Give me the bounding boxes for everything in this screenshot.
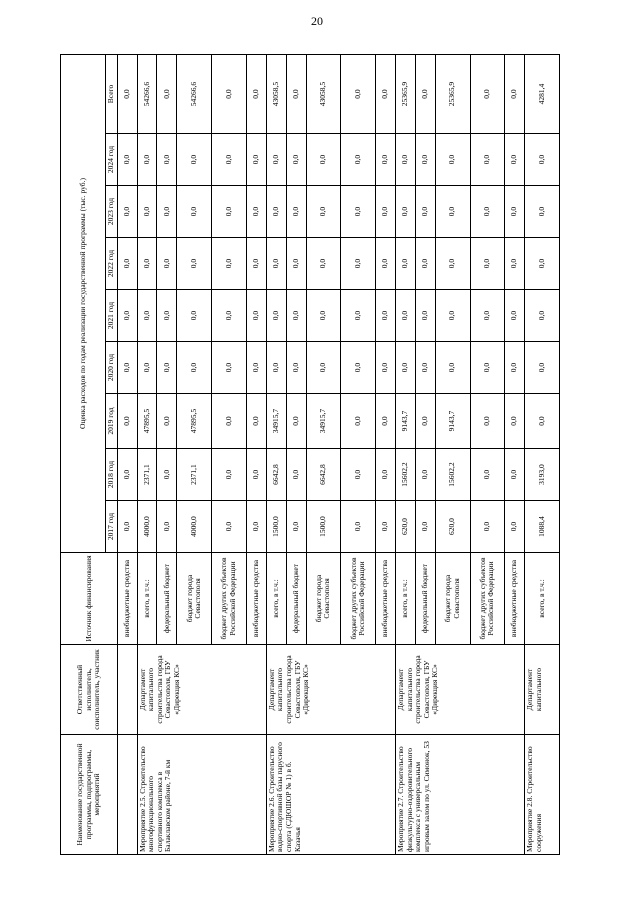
cell-value: 0,0 xyxy=(212,54,247,133)
cell-value: 0,0 xyxy=(246,394,266,449)
cell-value: 0,0 xyxy=(395,290,415,342)
cell-value: 0,0 xyxy=(395,186,415,238)
cell-value: 0,0 xyxy=(415,394,435,449)
cell-value: 0,0 xyxy=(341,394,376,449)
cell-value: 0,0 xyxy=(212,394,247,449)
cell-value: 0,0 xyxy=(286,54,306,133)
cell-value: 0,0 xyxy=(137,290,157,342)
cell-value: 0,0 xyxy=(117,449,137,501)
cell-value: 0,0 xyxy=(341,238,376,290)
cell-value: 0,0 xyxy=(212,449,247,501)
cell-value: 34915,7 xyxy=(266,394,286,449)
cell-value: 0,0 xyxy=(505,238,525,290)
cell-value: 0,0 xyxy=(286,238,306,290)
cell-value: 0,0 xyxy=(525,290,560,342)
cell-value: 0,0 xyxy=(341,186,376,238)
cell-value: 0,0 xyxy=(376,290,396,342)
cell-value: 0,0 xyxy=(286,342,306,394)
cell-source: бюджет города Севастополя xyxy=(306,553,341,645)
cell-value: 0,0 xyxy=(286,186,306,238)
table-body xyxy=(117,54,559,854)
cell-value: 0,0 xyxy=(341,54,376,133)
cell-value: 0,0 xyxy=(470,342,505,394)
cell-value: 0,0 xyxy=(137,238,157,290)
cell-value: 0,0 xyxy=(435,186,470,238)
cell-value: 0,0 xyxy=(505,394,525,449)
cell-source: всего, в т.ч.: xyxy=(266,553,286,645)
header-executor: Ответственный исполнитель, соисполнитель, участник xyxy=(61,645,118,735)
cell-value: 0,0 xyxy=(470,501,505,553)
cell-source: бюджет города Севастополя xyxy=(435,553,470,645)
cell-value: 0,0 xyxy=(286,449,306,501)
cell-value: 0,0 xyxy=(435,290,470,342)
cell-value: 0,0 xyxy=(341,501,376,553)
cell-source: всего, в т.ч.: xyxy=(525,553,560,645)
cell-value: 0,0 xyxy=(470,290,505,342)
cell-executor: Департамент капитального строительства города Севастополя, ГБУ «Дирекция КС» xyxy=(266,645,395,735)
cell-value: 25365,9 xyxy=(435,54,470,133)
cell-value: 0,0 xyxy=(415,342,435,394)
cell-name: Мероприятие 2.7. Строительство физкультурно-оздоровительного комплекса с универсальным игровым залом по ул. Симонок, 53 xyxy=(395,735,524,855)
cell-value: 0,0 xyxy=(157,134,177,186)
cell-value: 0,0 xyxy=(157,290,177,342)
cell-value: 0,0 xyxy=(525,342,560,394)
header-year: Всего xyxy=(106,54,118,133)
header-name: Наименование государственной программы, подпрограммы, мероприятий xyxy=(61,735,118,855)
cell-value: 47895,5 xyxy=(137,394,157,449)
cell-value: 0,0 xyxy=(415,186,435,238)
cell-value: 34915,7 xyxy=(306,394,341,449)
cell-value: 0,0 xyxy=(376,238,396,290)
cell-value: 0,0 xyxy=(435,134,470,186)
cell-value: 0,0 xyxy=(157,342,177,394)
page-number: 20 xyxy=(311,14,323,28)
header-estimate: Оценка расходов по годам реализации государственной программы (тыс. руб.) xyxy=(61,54,106,552)
cell-source: внебюджетные средства xyxy=(117,553,137,645)
cell-value: 0,0 xyxy=(376,449,396,501)
cell-value: 43058,5 xyxy=(306,54,341,133)
cell-value: 0,0 xyxy=(505,342,525,394)
cell-source: федеральный бюджет xyxy=(157,553,177,645)
cell-value: 0,0 xyxy=(137,342,157,394)
header-year: 2022 год xyxy=(106,238,118,290)
cell-source: федеральный бюджет xyxy=(415,553,435,645)
cell-name: Мероприятие 2.6. Строительство водно-спортивной базы парусного спорта (СДЮШОР № 1) в б. Казачья xyxy=(266,735,395,855)
cell-value: 0,0 xyxy=(470,134,505,186)
cell-value: 0,0 xyxy=(117,238,137,290)
cell-source: бюджет других субъектов Российской Федерации xyxy=(470,553,505,645)
cell-value: 0,0 xyxy=(376,134,396,186)
cell-value: 0,0 xyxy=(212,134,247,186)
cell-value: 0,0 xyxy=(117,54,137,133)
cell-value: 0,0 xyxy=(266,290,286,342)
cell-value: 0,0 xyxy=(415,238,435,290)
cell-value: 0,0 xyxy=(415,54,435,133)
cell-value: 0,0 xyxy=(470,238,505,290)
cell-source: бюджет города Севастополя xyxy=(177,553,212,645)
cell-executor xyxy=(117,645,137,735)
cell-value: 0,0 xyxy=(246,342,266,394)
cell-value: 0,0 xyxy=(415,290,435,342)
cell-value: 3193,0 xyxy=(525,449,560,501)
cell-value: 0,0 xyxy=(376,342,396,394)
cell-value: 0,0 xyxy=(117,290,137,342)
cell-value: 0,0 xyxy=(435,342,470,394)
cell-value: 0,0 xyxy=(266,342,286,394)
cell-value: 9143,7 xyxy=(395,394,415,449)
cell-value: 0,0 xyxy=(470,394,505,449)
cell-value: 0,0 xyxy=(395,342,415,394)
cell-value: 0,0 xyxy=(505,290,525,342)
header-year: 2018 год xyxy=(106,449,118,501)
cell-value: 0,0 xyxy=(157,449,177,501)
cell-value: 0,0 xyxy=(212,290,247,342)
cell-value: 0,0 xyxy=(212,501,247,553)
cell-value: 4000,0 xyxy=(177,501,212,553)
cell-value: 0,0 xyxy=(525,238,560,290)
cell-value: 0,0 xyxy=(341,134,376,186)
cell-source: внебюджетные средства xyxy=(246,553,266,645)
cell-executor: Департамент капитального строительства города Севастополя, ГБУ «Дирекция КС» xyxy=(395,645,524,735)
cell-value: 0,0 xyxy=(117,501,137,553)
cell-source: федеральный бюджет xyxy=(286,553,306,645)
cell-executor: Департамент капитального строительства города Севастополя, ГБУ «Дирекция КС» xyxy=(137,645,266,735)
cell-value: 1500,0 xyxy=(266,501,286,553)
cell-value: 43058,5 xyxy=(266,54,286,133)
cell-value: 0,0 xyxy=(376,501,396,553)
cell-value: 0,0 xyxy=(505,186,525,238)
cell-value: 0,0 xyxy=(286,134,306,186)
cell-value: 0,0 xyxy=(415,134,435,186)
cell-value: 0,0 xyxy=(470,186,505,238)
cell-value: 0,0 xyxy=(395,134,415,186)
cell-value: 4281,4 xyxy=(525,54,560,133)
cell-value: 0,0 xyxy=(157,186,177,238)
cell-source: внебюджетные средства xyxy=(376,553,396,645)
cell-value: 0,0 xyxy=(306,186,341,238)
cell-value: 0,0 xyxy=(246,501,266,553)
cell-value: 0,0 xyxy=(525,394,560,449)
cell-value: 0,0 xyxy=(137,186,157,238)
cell-value: 0,0 xyxy=(157,501,177,553)
cell-value: 0,0 xyxy=(157,238,177,290)
table-row xyxy=(137,54,157,854)
table-row xyxy=(395,54,415,854)
cell-value: 0,0 xyxy=(395,238,415,290)
cell-value: 54266,6 xyxy=(137,54,157,133)
cell-value: 15602,2 xyxy=(435,449,470,501)
cell-value: 0,0 xyxy=(137,134,157,186)
cell-value: 0,0 xyxy=(306,134,341,186)
cell-value: 0,0 xyxy=(177,134,212,186)
cell-value: 0,0 xyxy=(117,394,137,449)
cell-value: 25365,9 xyxy=(395,54,415,133)
cell-value: 0,0 xyxy=(266,186,286,238)
cell-value: 0,0 xyxy=(177,290,212,342)
cell-value: 0,0 xyxy=(157,54,177,133)
cell-value: 0,0 xyxy=(246,134,266,186)
header-year: 2021 год xyxy=(106,290,118,342)
cell-value: 54266,6 xyxy=(177,54,212,133)
cell-value: 0,0 xyxy=(157,394,177,449)
cell-value: 0,0 xyxy=(212,238,247,290)
cell-source: бюджет других субъектов Российской Федерации xyxy=(212,553,247,645)
cell-value: 620,0 xyxy=(435,501,470,553)
cell-value: 0,0 xyxy=(117,186,137,238)
cell-value: 0,0 xyxy=(117,134,137,186)
cell-value: 0,0 xyxy=(306,238,341,290)
cell-value: 0,0 xyxy=(266,238,286,290)
cell-value: 0,0 xyxy=(505,54,525,133)
cell-value: 0,0 xyxy=(376,54,396,133)
cell-value: 0,0 xyxy=(525,134,560,186)
cell-value: 2371,1 xyxy=(177,449,212,501)
cell-value: 0,0 xyxy=(376,394,396,449)
header-year: 2024 год xyxy=(106,134,118,186)
cell-value: 0,0 xyxy=(117,342,137,394)
cell-value: 0,0 xyxy=(246,54,266,133)
cell-source: всего, в т.ч.: xyxy=(137,553,157,645)
header-year: 2020 год xyxy=(106,342,118,394)
cell-value: 1500,0 xyxy=(306,501,341,553)
budget-table xyxy=(60,54,560,855)
cell-value: 0,0 xyxy=(415,449,435,501)
cell-value: 4000,0 xyxy=(137,501,157,553)
table-row xyxy=(117,54,137,854)
cell-value: 0,0 xyxy=(470,54,505,133)
cell-value: 47895,5 xyxy=(177,394,212,449)
cell-name: Мероприятие 2.8. Строительство сооружения xyxy=(525,735,560,855)
cell-value: 15602,2 xyxy=(395,449,415,501)
cell-value: 9143,7 xyxy=(435,394,470,449)
cell-executor: Департамент капитального xyxy=(525,645,560,735)
cell-source: всего, в т.ч.: xyxy=(395,553,415,645)
cell-source: внебюджетные средства xyxy=(505,553,525,645)
cell-value: 0,0 xyxy=(376,186,396,238)
cell-value: 0,0 xyxy=(286,501,306,553)
cell-value: 0,0 xyxy=(177,238,212,290)
cell-value: 0,0 xyxy=(246,238,266,290)
header-year: 2019 год xyxy=(106,394,118,449)
cell-value: 0,0 xyxy=(415,501,435,553)
cell-value: 0,0 xyxy=(505,134,525,186)
cell-value: 6642,8 xyxy=(306,449,341,501)
cell-value: 0,0 xyxy=(306,290,341,342)
cell-value: 0,0 xyxy=(177,342,212,394)
cell-value: 0,0 xyxy=(246,186,266,238)
cell-value: 0,0 xyxy=(286,290,306,342)
cell-value: 0,0 xyxy=(177,186,212,238)
cell-value: 0,0 xyxy=(341,290,376,342)
cell-value: 0,0 xyxy=(525,186,560,238)
cell-source: бюджет других субъектов Российской Федерации xyxy=(341,553,376,645)
header-source: Источник финансирования xyxy=(61,553,118,645)
cell-value: 0,0 xyxy=(266,134,286,186)
cell-value: 6642,8 xyxy=(266,449,286,501)
cell-name xyxy=(117,735,137,855)
cell-value: 0,0 xyxy=(246,290,266,342)
table-row xyxy=(525,54,560,854)
cell-value: 0,0 xyxy=(286,394,306,449)
cell-name: Мероприятие 2.5. Строительство многофункционального спортивного комплекса в Балаклавском районе, 7-й км xyxy=(137,735,266,855)
cell-value: 0,0 xyxy=(505,501,525,553)
header-year: 2023 год xyxy=(106,186,118,238)
cell-value: 0,0 xyxy=(341,342,376,394)
cell-value: 0,0 xyxy=(341,449,376,501)
table-row xyxy=(266,54,286,854)
cell-value: 0,0 xyxy=(470,449,505,501)
cell-value: 1088,4 xyxy=(525,501,560,553)
header-year: 2017 год xyxy=(106,501,118,553)
cell-value: 0,0 xyxy=(306,342,341,394)
rotated-table-container xyxy=(60,55,560,855)
cell-value: 620,0 xyxy=(395,501,415,553)
cell-value: 0,0 xyxy=(212,342,247,394)
cell-value: 0,0 xyxy=(505,449,525,501)
cell-value: 0,0 xyxy=(435,238,470,290)
cell-value: 2371,1 xyxy=(137,449,157,501)
cell-value: 0,0 xyxy=(212,186,247,238)
cell-value: 0,0 xyxy=(246,449,266,501)
